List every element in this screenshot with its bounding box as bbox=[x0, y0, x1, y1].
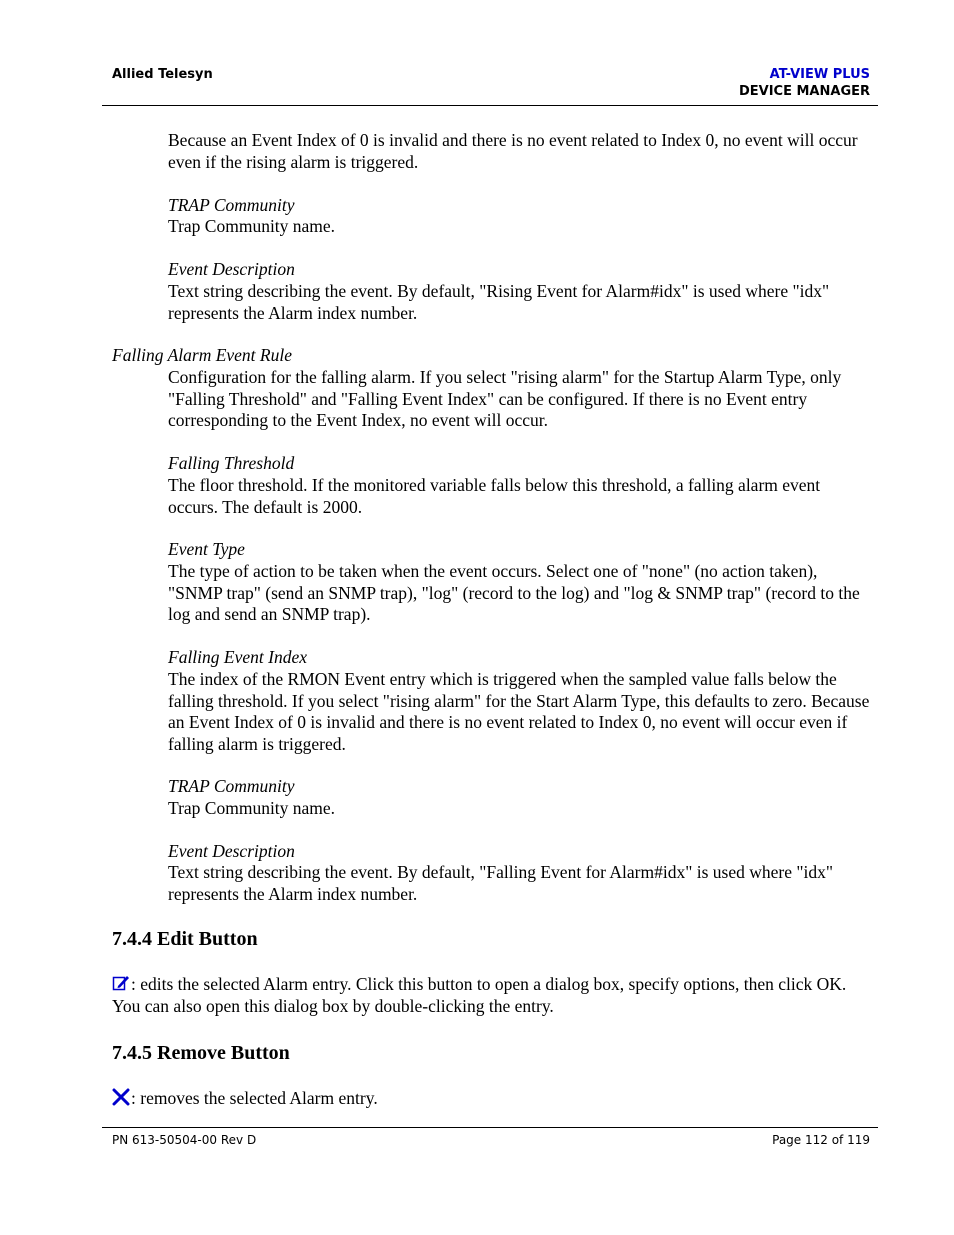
falling-threshold-body: The floor threshold. If the monitored variable falls below this threshold, a falling alarm event occurs. The default is 2000. bbox=[168, 475, 821, 517]
part-number: PN 613-50504-00 Rev D bbox=[112, 1133, 257, 1147]
trap-community-2-body: Trap Community name. bbox=[168, 798, 336, 818]
remove-button-text: : removes the selected Alarm entry. bbox=[131, 1088, 378, 1108]
falling-rule-body: Configuration for the falling alarm. If you select "rising alarm" for the Startup Alarm Type, only "Falling Threshold" and "Falling Event Index" can be configured. If there is no Event entry corresponding to the Event Index, no event will occur. bbox=[168, 367, 842, 431]
remove-button-description bbox=[112, 1088, 874, 1110]
company-name: Allied Telesyn bbox=[112, 67, 213, 82]
edit-button-heading: 7.4.4 Edit Button bbox=[112, 928, 258, 950]
trap-community-1-title: TRAP Community bbox=[168, 195, 295, 215]
falling-threshold-title: Falling Threshold bbox=[168, 453, 295, 473]
remove-button-heading: 7.4.5 Remove Button bbox=[112, 1042, 290, 1064]
section-name: DEVICE MANAGER bbox=[738, 84, 870, 99]
edit-button-description bbox=[112, 974, 874, 1017]
edit-icon bbox=[112, 974, 130, 992]
page-number: Page 112 of 119 bbox=[772, 1133, 870, 1147]
event-type-title: Event Type bbox=[168, 539, 245, 559]
trap-community-2-title: TRAP Community bbox=[168, 776, 295, 796]
event-description-1-title: Event Description bbox=[168, 259, 295, 279]
falling-index-body: The index of the RMON Event entry which is triggered when the sampled value falls below the falling threshold. If you select "rising alarm" for the Start Alarm Type, this defaults to zero. Because an Event Index of 0 is invalid and there is no event related to Index 0, no event will occur even if falling alarm is triggered. bbox=[168, 669, 870, 754]
event-description-2-body: Text string describing the event. By default, "Falling Event for Alarm#idx" is used where "idx" represents the Alarm index number. bbox=[168, 862, 833, 904]
event-description-1-body: Text string describing the event. By default, "Rising Event for Alarm#idx" is used where "idx" represents the Alarm index number. bbox=[168, 281, 830, 323]
event-type-body: The type of action to be taken when the event occurs. Select one of "none" (no action taken), "SNMP trap" (send an SNMP trap), "log" (record to the log) and "log & SNMP trap" (record to the log and send an SNMP trap). bbox=[168, 561, 860, 625]
page-header bbox=[102, 64, 878, 106]
rising-index-note: Because an Event Index of 0 is invalid and there is no event related to Index 0, no event will occur even if the rising alarm is triggered. bbox=[168, 130, 858, 172]
page-footer bbox=[102, 1127, 878, 1147]
falling-index-title: Falling Event Index bbox=[168, 647, 307, 667]
product-name: AT-VIEW PLUS bbox=[769, 67, 870, 82]
edit-button-text: : edits the selected Alarm entry. Click this button to open a dialog box, specify options, then click OK. You can also open this dialog box by double-clicking the entry. bbox=[112, 974, 847, 1016]
falling-rule-title: Falling Alarm Event Rule bbox=[112, 345, 292, 365]
event-description-2-title: Event Description bbox=[168, 841, 295, 861]
trap-community-1-body: Trap Community name. bbox=[168, 216, 336, 236]
remove-icon bbox=[112, 1088, 130, 1106]
